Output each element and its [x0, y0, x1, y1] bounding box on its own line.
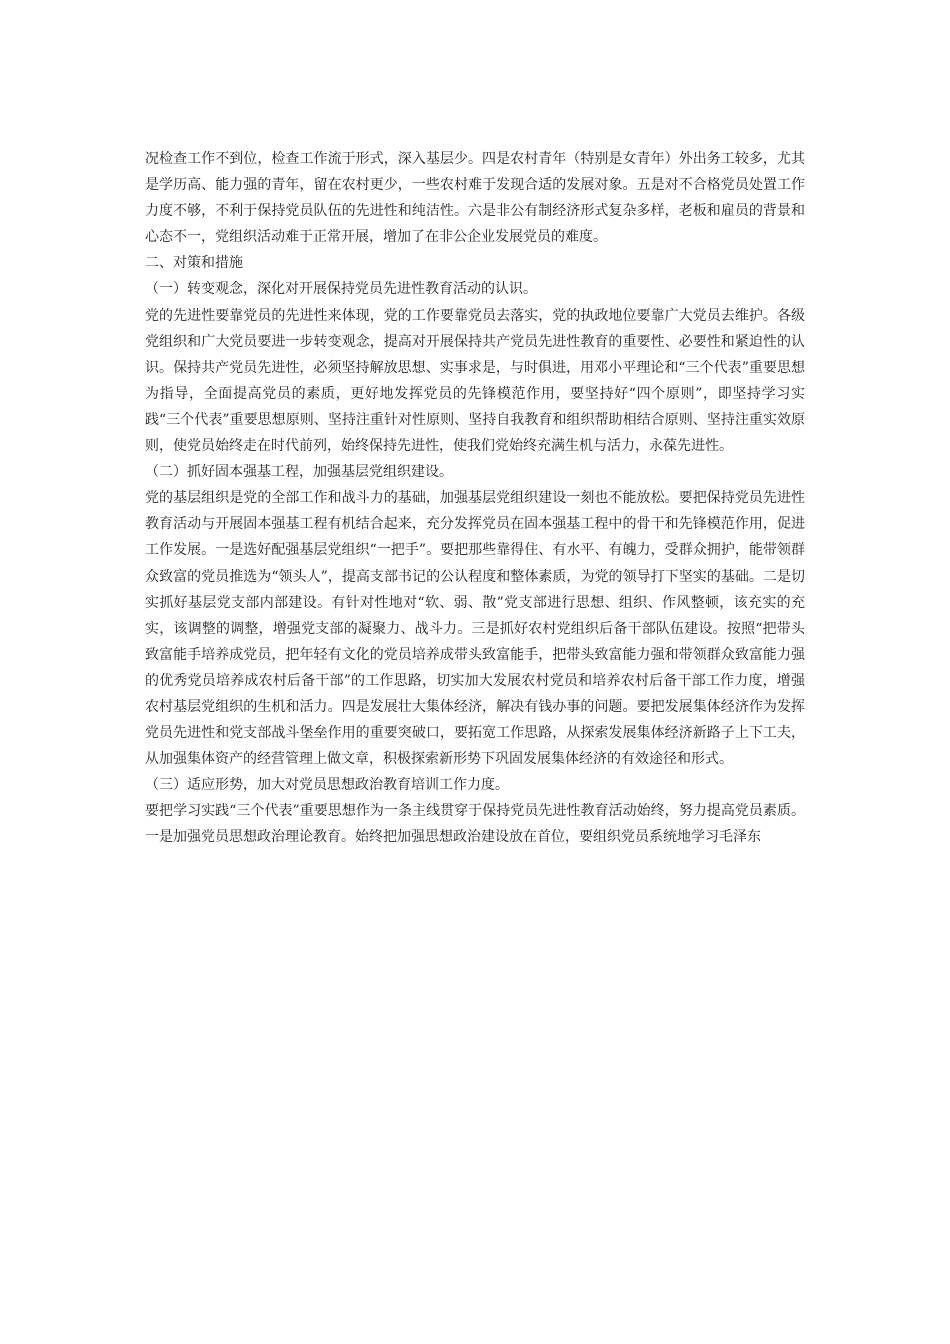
subheading-2: （二）抓好固本强基工程，加强基层党组织建设。: [145, 464, 453, 481]
paragraph-1: 党的先进性要靠党员的先进性来体现，党的工作要靠党员去落实，党的执政地位要靠广大党员去维护。各级党组织和广大党员要进一步转变观念，提高对开展保持共产党员先进性教育的重要性、必要性和紧迫性的认识。保持共产党员先进性，必须坚持解放思想、实事求是，与时俱进，用邓小平理论和“三个代表”重要思想为指导，全面提高党员的素质，更好地发挥党员的先锋模范作用，要坚持好“四个原则”，即坚持学习实践“三个代表”重要思想原则、坚持注重针对性原则、坚持自我教育和组织帮助相结合原则、坚持注重实效原则，使党员始终走在时代前列，始终保持先进性，使我们党始终充满生机与活力，永葆先进性。: [145, 307, 805, 455]
paragraph-3: 要把学习实践“三个代表”重要思想作为一条主线贯穿于保持党员先进性教育活动始终，努力提高党员素质。一是加强党员思想政治理论教育。始终把加强思想政治建设放在首位，要组织党员系统地学习毛泽东: [145, 803, 805, 846]
section-heading-countermeasures: 二、对策和措施: [145, 255, 243, 272]
paragraph-continuation: 况检查工作不到位，检查工作流于形式，深入基层少。四是农村青年（特别是女青年）外出务工较多，尤其是学历高、能力强的青年，留在农村更少，一些农村难于发现合适的发展对象。五是对不合格党员处置工作力度不够，不利于保持党员队伍的先进性和纯洁性。六是非公有制经济形式复杂多样，老板和雇员的背景和心态不一，党组织活动难于正常开展，增加了在非公企业发展党员的难度。: [145, 151, 805, 246]
subheading-3: （三）适应形势，加大对党员思想政治教育培训工作力度。: [145, 777, 509, 794]
paragraph-2: 党的基层组织是党的全部工作和战斗力的基础，加强基层党组织建设一刻也不能放松。要把保持党员先进性教育活动与开展固本强基工程有机结合起来，充分发挥党员在固本强基工程中的骨干和先锋模范作用，促进工作发展。一是选好配强基层党组织“一把手”。要把那些靠得住、有水平、有魄力，受群众拥护，能带领群众致富的党员推选为“领头人”，提高支部书记的公认程度和整体素质，为党的领导打下坚实的基础。二是切实抓好基层党支部内部建设。有针对性地对“软、弱、散”党支部进行思想、组织、作风整顿，该充实的充实，该调整的调整，增强党支部的凝聚力、战斗力。三是抓好农村党组织后备干部队伍建设。按照“把带头致富能手培养成党员，把年轻有文化的党员培养成带头致富能手，把带头致富能力强和带领群众致富能力强的优秀党员培养成农村后备干部”的工作思路，切实加大发展农村党员和培养农村后备干部工作力度，增强农村基层党组织的生机和活力。四是发展壮大集体经济，解决有钱办事的问题。要把发展集体经济作为发挥党员先进性和党支部战斗堡垒作用的重要突破口，要拓宽工作思路，从探索发展集体经济新路子上下工夫，从加强集体资产的经营管理上做文章，积极探索新形势下巩固发展集体经济的有效途径和形式。: [145, 490, 805, 768]
document-body: [145, 146, 805, 851]
subheading-1: （一）转变观念，深化对开展保持党员先进性教育活动的认识。: [145, 281, 537, 298]
